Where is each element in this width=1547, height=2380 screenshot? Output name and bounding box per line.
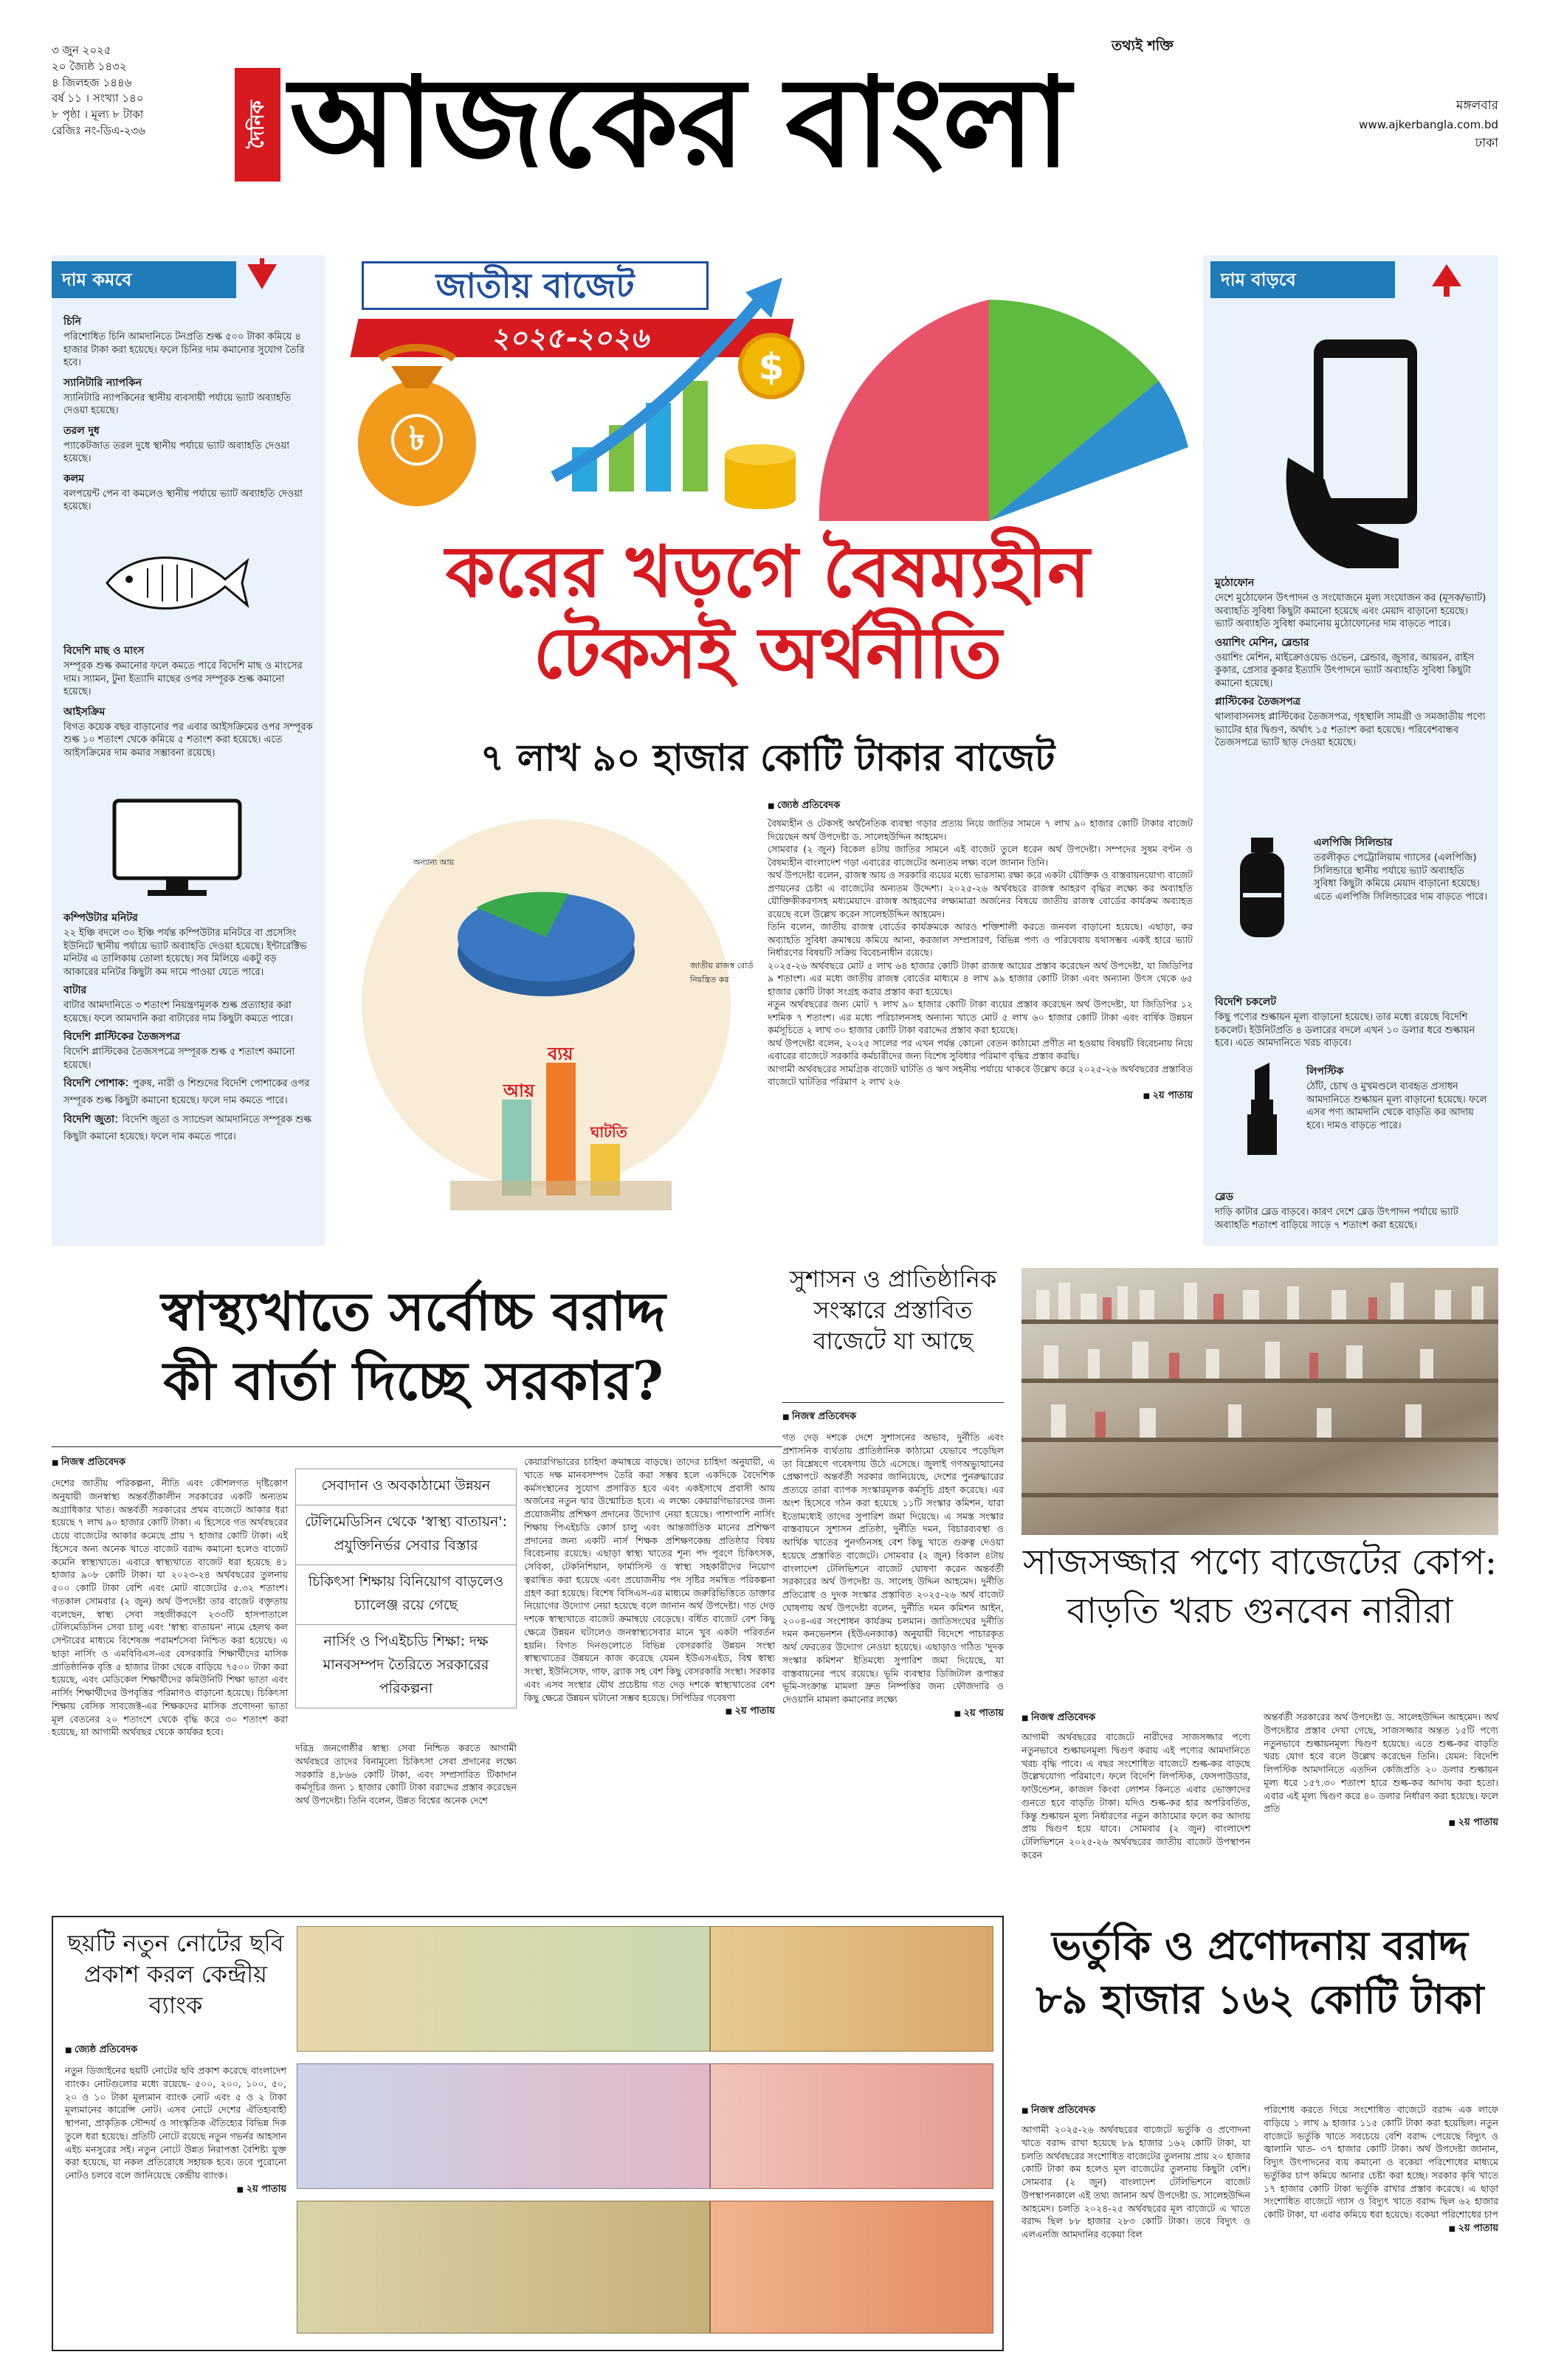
lead-headline-line-2: টেকসই অর্থনীতি bbox=[533, 611, 1002, 695]
item-text: বলপয়েন্ট পেন বা কমলেও স্থানীয় পর্যায়ে ভ্যাট অব্যাহতি দেওয়া হয়েছে। bbox=[63, 488, 303, 513]
price-down-label: দাম কমবে bbox=[52, 261, 236, 298]
item-title: ব্লেড bbox=[1215, 1191, 1233, 1203]
item-title: বিদেশি চকলেট bbox=[1215, 996, 1276, 1008]
item-text: দেশে মুঠোফোন উৎপাদন ও সংযোজনে মূল্য সংযোজন কর (মূসক/ভ্যাট) অব্যাহতি সুবিধা কিছুটা কমানো হয়েছে এবং মেয়াদ বাড়ানো হয়েছে। ভ্যাট অব্যাহতি সুবিধা কমানোয় মুঠোফোনের দাম বাড়তে পারে। bbox=[1215, 593, 1486, 630]
issue-number: বর্ষ ১১ । সংখ্যা ১৪০ bbox=[52, 92, 144, 106]
banknote-gallery bbox=[297, 1926, 993, 2341]
health-highlight: নার্সিং ও পিএইচডি শিক্ষা: দক্ষ মানবসম্পদ তৈরিতে সরকারের পরিকল্পনা bbox=[295, 1624, 517, 1708]
item-title: বিদেশি মাছ ও মাংস bbox=[63, 645, 145, 657]
pie-label-nbr: জাতীয় রাজস্ব বোর্ড নিয়ন্ত্রিত কর bbox=[690, 961, 754, 984]
item-title: বাটার bbox=[63, 984, 87, 997]
notes-article bbox=[65, 2043, 286, 2198]
price-down-list-1 bbox=[63, 313, 314, 514]
health-highlight: টেলিমেডিসিন থেকে 'স্বাস্থ্য বাতায়ন': প্রযুক্তিনির্ভর সেবার বিস্তার bbox=[295, 1505, 517, 1565]
banknote-5 bbox=[710, 2201, 993, 2334]
item-title: বিদেশি জুতা bbox=[63, 1113, 115, 1125]
health-headline-line-1: স্বাস্থ্যখাতে সর্বোচ্চ বরাদ্দ bbox=[161, 1280, 666, 1342]
lead-headline bbox=[347, 531, 1188, 694]
masthead-right bbox=[1321, 96, 1498, 154]
price-up-list-4 bbox=[1306, 1063, 1488, 1132]
item-text: ২২ ইঞ্চি বদলে ৩০ ইঞ্চি পর্যন্ত কম্পিউটার মনিটরে বা প্রসেসিং ইউনিটে স্থানীয় পর্যায়ে ভ্যাট অব্যাহতি দেওয়া হয়েছে। ইন্টারেক্টিভ মনিটর এ তালিকায় তোলা হয়েছে। সব মিলিয়ে একটু বড় আকারের মনিটর কিছুটা কম দামে পাওয়া যেতে পারে। bbox=[63, 928, 307, 978]
slogan: তথ্যই শক্তি bbox=[1112, 38, 1174, 54]
price-item bbox=[1215, 1188, 1488, 1232]
item-text: বিগত কয়েক বছর বাড়ানোর পর এবার আইসক্রিমের ওপর সম্পূরক শুল্ক ১০ শতাংশ থেকে কমিয়ে ৫ শতাংশ করা হয়েছে। এতে আইসক্রিমের দাম কমার সম্ভাবনা রয়েছে। bbox=[63, 721, 313, 759]
page-price: ৮ পৃষ্ঠা । মূল্য ৮ টাকা bbox=[52, 108, 144, 121]
item-title: প্লাস্টিকের তৈজসপত্র bbox=[1215, 696, 1301, 708]
newspaper-name: আজকের বাংলা bbox=[289, 49, 1069, 195]
price-item bbox=[1215, 574, 1488, 631]
health-col-1 bbox=[52, 1455, 288, 1739]
daily-tag bbox=[235, 68, 280, 182]
item-title: আইসক্রিম bbox=[63, 706, 106, 718]
health-byline: ■ নিজস্ব প্রতিবেদক bbox=[52, 1455, 288, 1471]
mobile-phone-icon bbox=[1273, 332, 1443, 576]
price-item bbox=[63, 313, 314, 370]
subsidy-continued-link[interactable]: ■ ২য় পাতায় bbox=[1264, 2221, 1498, 2237]
item-text: ঠোঁট, চোখ ও মুখমণ্ডলে ব্যবহৃত প্রসাধন আমদানিতে শুল্কায়ন মূল্য বাড়ানো হয়েছে। ফলে এসব পণ্য আমদানি থেকে বাড়তি কর আদায় হবে। দামও বাড়তে পারে। bbox=[1306, 1081, 1487, 1131]
notes-headline: ছয়টি নতুন নোটের ছবি প্রকাশ করল কেন্দ্রীয় ব্যাংক bbox=[67, 1929, 284, 2020]
price-item bbox=[63, 982, 314, 1025]
item-text: দাড়ি কাটার ব্লেড বাড়বে। কারণ দেশে ব্লেড উৎপাদন পর্যায়ে ভ্যাট অব্যাহতি শতাংশ বাড়িয়ে সাড়ে ৭ শতাংশ করা হয়েছে। bbox=[1215, 1207, 1458, 1231]
cosmetics-headline: সাজসজ্জার পণ্যে বাজেটের কোপ: বাড়তি খরচ গুনবেন নারীরা bbox=[1022, 1542, 1497, 1632]
lead-paragraph: ২০২৫-২৬ অর্থবছরে মোট ৫ লাখ ৬৪ হাজার কোটি টাকা রাজস্ব আয়ের প্রস্তাব করেছেন অর্থ উপদেষ্টা, যা জিডিপির ৯ শতাংশ। এর মধ্যে জাতীয় রাজস্ব বোর্ডের মাধ্যমে ৪ লাখ ৯৯ হাজার কোটি টাকা এবং অন্যান্য উৎস থেকে ৬৫ হাজার কোটি টাকা সংগ্রহ করার প্রস্তাব করা হয়েছে। bbox=[768, 959, 1193, 997]
price-up-list-2 bbox=[1314, 834, 1488, 903]
item-text: বিদেশি জুতা ও স্যান্ডেল আমদানিতে সম্পূরক শুল্ক কিছুটা কমানো হয়েছে। ফলে দাম কমতে পারে। bbox=[63, 1114, 311, 1142]
governance-byline: ■ নিজস্ব প্রতিবেদক bbox=[782, 1410, 1004, 1425]
item-text: পুরুষ, নারী ও শিশুদের বিদেশি পোশাকের ওপর সম্পূরক শুল্ক কিছুটা কমানো হয়েছে। ফলে দাম কমতে পারে। bbox=[63, 1078, 310, 1107]
item-title: কম্পিউটার মনিটর bbox=[63, 912, 138, 924]
item-title: মুঠোফোন bbox=[1215, 577, 1255, 589]
banknote-100 bbox=[297, 2201, 710, 2334]
health-col3-text: কেয়ারগিভারের চাহিদা ক্রমান্বয়ে বাড়ছে। তাদের চাহিদা অনুযায়ী, এ খাতে দক্ষ মানবসম্পদ তৈরি করা সম্ভব হলে একদিকে বৈদেশিক কর্মসংস্থানের সুযোগ প্রসারিত হবে এবং একইসাথে প্রবাসী আয় অর্জনের নতুন দ্বার উন্মোচিত হবে। এ লক্ষ্যে কেয়ারগিভারদের জন্য প্রয়োজনীয় প্রশিক্ষণ প্রদানের উদ্যোগ নেয়া হয়েছে। পাশাপাশি নার্সিং শিক্ষায় পিএইচডি কোর্স চালু এবং আন্তর্জাতিক মানের প্রশিক্ষণ প্রদানের জন্য একটি নার্স শিক্ষক প্রশিক্ষণকেন্দ্র প্রতিষ্ঠার বিষয় বিবেচনায় রয়েছে। এছাড়া স্বাস্থ্য খাতের শূন্য পদ পূরণে চিকিৎসক, সেবিকা, টেকনিশিয়ান, ফার্মাসিস্ট ও স্বাস্থ্য সহকারীদের নিয়োগ ত্বরান্বিত করা হয়েছে এবং প্রয়োজনীয় পদ সৃষ্টির সমন্বিত পরিকল্পনা গ্রহণ করা হয়েছে। বিশেষ বিসিএস-এর মাধ্যমে জরুরিভিত্তিতে ডাক্তার নিয়োগের উদ্যোগ নেয়া হয়েছে বলে জানান অর্থ উপদেষ্টা। গত দেড় দশকে স্বাস্থ্যখাতে বাজেট ক্রমান্বয়ে বেড়েছে। বর্ধিত বাজেট বেশ কিছু ক্ষেত্রে উন্নয়ন ঘটালেও জনস্বাস্থ্যসেবার মানে খুব একটা পরিবর্তন হয়নি। বিগত দিনগুলোতে বিভিন্ন বেসরকারি উন্নয়ন সংস্থা স্বাস্থ্যখাতের উন্নয়নে কাজ করেছে যেমন ইউএসএইড, বিশ্ব স্বাস্থ্য সংস্থা, ইউনিসেফ, গাফ, ব্র্যাক সহ বেশ কিছু বেসরকারি সংস্থা। সরকার এবং এসব সংস্থার যৌথ প্রচেষ্টায় গত দেড় দশকে স্বাস্থ্যখাতের বেশ কিছু ক্ষেত্রে উন্নয়ন ঘটানো সম্ভব হয়েছে। সিপিডির গবেষণা bbox=[524, 1456, 775, 1703]
cosmetics-col2-text: অন্তর্বর্তী সরকারের অর্থ উপদেষ্টা ড. সালেহউদ্দিন আহমেদ। অর্থ উপদেষ্টার প্রস্তাব দেখা গেছে, সাজসজ্জার অন্তত ১৫টি পণ্যে নতুনভাবে শুল্কায়নমূল্য দ্বিগুণ হয়েছে। এতে শুল্ক-কর বাড়তি খরচ যোগ হবে বলে উল্লেখ করেছেন তিনি। যেমন: বিদেশি লিপস্টিক আমদানিতে এতদিন কেজিপ্রতি ২০ ডলার শুল্কায়ন মূল্য ধরে ১৫৭.৩০ শতাংশ হারে শুল্ক-কর আদায় করা হতো। এবার এই মূল্য দ্বিগুণ করে ৪০ ডলার নির্ধারণ করা হয়েছে। ফলে প্রতি bbox=[1264, 1711, 1498, 1815]
banknote-200 bbox=[297, 2063, 710, 2189]
item-text: সম্পূরক শুল্ক কমানোর ফলে কমতে পারে বিদেশি মাছ ও মাংসের দাম। স্যামন, টুনা ইত্যাদি মাছের ওপর সম্পূরক শুল্ক কমানো হয়েছে। bbox=[63, 660, 303, 698]
lead-headline-line-1: করের খড়গে বৈষম্যহীন bbox=[445, 530, 1090, 613]
item-title: স্যানিটারি ন্যাপকিন bbox=[63, 376, 142, 389]
notes-text: নতুন ডিজাইনের ছয়টি নোটের ছবি প্রকাশ করেছে বাংলাদেশ ব্যাংক। নোটগুলোর মধ্যে রয়েছে- ৫০০, ২০০, ১০০, ৫০, ২০ ও ১০ টাকা মূল্যমান ব্যাংক নোট এবং ৫ ও ২ টাকা মূল্যমানের কারেন্সি নোট। এসব নোটে দেশের ঐতিহ্যবাহী স্থাপনা, প্রাকৃতিক সৌন্দর্য ও সাংস্কৃতিক ঐতিহ্যের বিভিন্ন দিক তুলে ধরা হয়েছে। প্রতিটি নোটে রয়েছে নতুন গভর্নর আহসান এইচ মনসুরের সই। নতুন নোটে উন্নত নিরাপত্তা বৈশিষ্ট্য যুক্ত করা হয়েছে, যা নকল প্রতিরোধে সহায়ক হবে। তবে পুরোনো নোটও চলবে বলে জানিয়েছে কেন্দ্রীয় ব্যাংক। bbox=[65, 2065, 286, 2181]
item-title: বিদেশি প্লাস্টিকের তৈজসপত্র bbox=[63, 1031, 180, 1044]
lead-paragraph: অর্থ উপদেষ্টা বলেন, ২০২৫ সালের পর এখন পর্যন্ত কোনো বেতন কাঠামো প্রণীত না হওয়ায় বিষয়টি বিবেচনায় নিয়ে এবারের বাজেটে সরকারি কর্মচারীদের জন্য বিশেষ সুবিধার পরিমাণ বৃদ্ধির প্রস্তাব করছি। bbox=[768, 1037, 1193, 1061]
subsidy-headline: ভর্তুকি ও প্রণোদনায় বরাদ্দ ৮৯ হাজার ১৬২ কোটি টাকা bbox=[1036, 1922, 1484, 2023]
taka-symbol: ৳ bbox=[391, 414, 443, 466]
item-title: ওয়াশিং মেশিন, ব্লেন্ডার bbox=[1215, 636, 1309, 649]
governance-headline: সুশাসন ও প্রাতিষ্ঠানিক সংস্কারে প্রস্তাবিত বাজেটে যা আছে bbox=[789, 1265, 997, 1356]
shelf-illustration bbox=[1021, 1268, 1498, 1535]
health-headline bbox=[52, 1277, 775, 1415]
cosmetics-col-1 bbox=[1021, 1711, 1250, 1862]
lead-body bbox=[768, 817, 1193, 1089]
bar-label-deficit: ঘাটতি bbox=[590, 1123, 627, 1141]
lead-paragraph: বৈষম্যহীন ও টেকসই অর্থনৈতিক ব্যবস্থা গড়ার প্রত্যয় নিয়ে জাতির সামনে ৭ লাখ ৯০ হাজার কোটি টাকার বাজেট দিয়েছেন অর্থ উপদেষ্টা ড. সালেহউদ্দিন আহমেদ। bbox=[768, 818, 1193, 842]
cosmetics-shop-photo bbox=[1021, 1268, 1498, 1535]
price-down-list-3 bbox=[63, 909, 314, 1143]
price-item bbox=[63, 909, 314, 979]
date-hijri: ৪ জিলহজ ১৪৪৬ bbox=[52, 75, 132, 89]
cosmetics-col-2 bbox=[1264, 1711, 1498, 1831]
website-link[interactable]: www.ajkerbangla.com.bd bbox=[1359, 118, 1498, 132]
bar-label-expense: ব্যয় bbox=[548, 1044, 573, 1064]
item-title: চিনি bbox=[63, 316, 81, 328]
price-down-list-2 bbox=[63, 642, 314, 759]
lead-paragraph: আগামী অর্থবছরের সামগ্রিক বাজেট ঘাটতি ও ঋণ সহনীয় পর্যায়ে থাকবে উল্লেখ করে ২০২৫-২৬ অর্থবছরের প্রস্তাবিত বাজেটে ঘাটতির পরিমাণ ২ লাখ ২৬ bbox=[768, 1063, 1193, 1087]
item-title: কলম bbox=[63, 472, 84, 485]
banknote-10 bbox=[710, 2063, 993, 2189]
cosmetics-continued-link[interactable]: ■ ২য় পাতায় bbox=[1264, 1815, 1498, 1831]
item-text: তরলীকৃত পেট্রোলিয়াম গ্যাসের (এলপিজি) সিলিন্ডারে স্থানীয় পর্যায়ে ভ্যাট অব্যাহতি সুবিধা কিছুটা কমিয়ে মেয়াদ বাড়ানো হয়েছে। এতে এলপিজি সিলিন্ডারের দাম বাড়তে পারে। bbox=[1314, 852, 1488, 903]
price-item bbox=[1215, 693, 1488, 750]
item-text: থালাবাসনসহ প্লাস্টিকের তৈজসপত্র, গৃহস্থালি সামগ্রী ও সমজাতীয় পণ্যে ভ্যাটের হার দ্বিগুণ, অর্থাৎ ১৫ শতাংশ করা হয়েছে। পরিবেশবান্ধব তৈজসপত্রে ভ্যাট ছাড় দেওয়া হয়েছে। bbox=[1215, 711, 1486, 749]
banner-title: জাতীয় বাজেট bbox=[362, 261, 709, 310]
health-highlights bbox=[295, 1469, 517, 1708]
health-col1-text: দেশের জাতীয় পরিকল্পনা, নীতি এবং কৌশলগত দৃষ্টিকোণ অনুযায়ী জনস্বাস্থ্য অন্তর্বর্তীকালীন সরকারের একটি অন্যতম অগ্রাধিকার খাত। অন্তর্বর্তী সরকারের প্রথম বাজেটে আকার ধরা হয়েছে ৭ লাখ ৯০ হাজার কোটি টাকা। এ হিসেবে গত অর্থবছরের চেয়ে বাজেটের আকার কমেছে প্রায় ৭ হাজার কোটি টাকা। এই হিসেবে অন্য অনেক খাতে বাজেট বরাদ্দ কমানো হলেও বাজেট কমেনি স্বাস্থ্যখাতে। এবারে স্বাস্থ্যখাতে বাজেট ধরা হয়েছে ৪১ হাজার ৯০৮ কোটি টাকা। যা ২০২৩-২৪ অর্থবছরের তুলনায় ৫০০ কোটি টাকা বেশি এবং মোট বাজেটের ৫.৩২ শতাংশ। গতকাল সোমবার (২ জুন) অর্থ উপদেষ্টা তার বাজেট বক্তৃতায় বলেছেন, স্বাস্থ্য সেবা সহজীকরণে ২৩৩টি হাসপাতালে টেলিমেডিসিন সেবা চালু এবং 'স্বাস্থ্য বাতায়ন' নামে হেলথ কল সেন্টারের মাধ্যমে বিশেষজ্ঞ পরামর্শসেবা নিশ্চিত করা হয়েছে। এ ছাড়া নার্সিং ও এমবিবিএস-এর বেসরকারি শিক্ষার্থীদের মাসিক প্রাতিষ্ঠানিক বৃত্তি ৫ হাজার টাকা থেকে বাড়িয়ে ৭৫০০ টাকা করা হয়েছে, এবং মেডিকেল শিক্ষার্থীদের কমিউনিটি শিক্ষা ভাতা এবং নার্সিং শিক্ষার্থীদের উপবৃত্তির পরিমাণও বাড়ানো হয়েছে। চিকিৎসা শিক্ষায় বেসিক সাবজেক্ট-এর শিক্ষকদের মাসিক প্রণোদনা ভাতা মূল বেতনের ২০ শতাংশে থেকে বৃদ্ধি করে ৩০ শতাংশ করা হয়েছে, যা আগামী অর্থবছর থেকে কার্যকর হবে। bbox=[52, 1477, 288, 1738]
svg-text:$: $ bbox=[758, 345, 785, 388]
price-item bbox=[1215, 634, 1488, 691]
price-up-header bbox=[1210, 261, 1491, 298]
notes-continued-link[interactable]: ■ ২য় পাতায় bbox=[65, 2182, 286, 2198]
price-item: বিদেশি জুতা: বিদেশি জুতা ও স্যান্ডেল আমদানিতে সম্পূরক শুল্ক কিছুটা কমানো হয়েছে। ফলে দাম কমতে পারে। bbox=[63, 1111, 311, 1142]
lead-byline: ■ জ্যেষ্ঠ প্রতিবেদক bbox=[768, 798, 1193, 814]
health-col-3 bbox=[524, 1455, 775, 1720]
cosmetics-col1-text: আগামী অর্থবছরের বাজেটে নারীদের সাজসজ্জার পণ্যে নতুনভাবে শুল্কায়নমূল্য দ্বিগুণ করায় এই পণ্যের আমদানিতে খরচ বৃদ্ধি পাবে। এ বছর সংশোধিত বাজেটে শুল্ক-কর বাড়ছে উল্লেখযোগ্য পরিমাণে। ফলে বিদেশি লিপস্টিক, ফেসপাউডার, ফাউন্ডেশন, কাজল কিংবা লোশন কিনতে এবার ভোক্তাদের গুনতে হবে বাড়তি টাকা। যদিও শুল্ক-কর হার অপরিবর্তিত, কিন্তু শুল্কায়ন মূল্য নির্ধারণের নতুন কাঠামোর ফলে কর আদায় প্রায় দ্বিগুণ হয়ে যাবে। সোমবার (২ জুন) বাংলাদেশ টেলিভিশনে ২০২৫-২৬ অর্থবছরের জাতীয় বাজেট উপস্থাপন করেন bbox=[1021, 1731, 1250, 1860]
governance-continued-link[interactable]: ■ ২য় পাতায় bbox=[782, 1706, 1004, 1722]
arrow-up-icon bbox=[1432, 264, 1461, 286]
budget-banner bbox=[347, 255, 1188, 521]
price-up-list-5 bbox=[1215, 1188, 1488, 1232]
arrow-down-stem bbox=[260, 258, 264, 269]
item-title: লিপস্টিক bbox=[1306, 1066, 1344, 1077]
cosmetics-byline: ■ নিজস্ব প্রতিবেদক bbox=[1021, 1711, 1250, 1726]
price-item bbox=[1306, 1063, 1488, 1132]
date-english: ৩ জুন ২০২৫ bbox=[52, 44, 111, 57]
item-text: বিদেশি প্লাস্টিকের তৈজসপত্রে সম্পূরক শুল্ক ৫ শতাংশ কমানো হয়েছে। bbox=[63, 1046, 295, 1071]
lead-paragraph: নতুন অর্থবছরের জন্য মোট ৭ লাখ ৯০ হাজার কোটি টাকা ব্যয়ের প্রস্তাব করেছেন অর্থ উপদেষ্টা, যা জিডিপির ১২ দশমিক ৭ শতাংশ। এর মধ্যে পরিচালনসহ অন্যান্য খাতে মোট ৫ লাখ ৬০ হাজার কোটি টাকা এবং বার্ষিক উন্নয়ন কর্মসূচিতে ২ লাখ ৩০ হাজার কোটি টাকা বরাদ্দের প্রস্তাব করা হয়েছে। bbox=[768, 998, 1193, 1035]
gas-cylinder-icon bbox=[1233, 834, 1292, 945]
health-headline-line-2: কী বার্তা দিচ্ছে সরকার? bbox=[163, 1348, 664, 1412]
banner-art bbox=[347, 255, 1188, 521]
city: ঢাকা bbox=[1475, 136, 1498, 151]
price-item: বিদেশি পোশাক: পুরুষ, নারী ও শিশুদের বিদেশি পোশাকের ওপর সম্পূরক শুল্ক কিছুটা কমানো হয়েছে। ফলে দাম কমতে পারে। bbox=[63, 1075, 310, 1107]
price-up-label: দাম বাড়বে bbox=[1210, 261, 1395, 298]
health-rule bbox=[52, 1446, 782, 1447]
lead-paragraph: তিনি বলেন, জাতীয় রাজস্ব বোর্ডের কার্যক্রমকে আরও শক্তিশালী করতে জনবল বাড়ানো হয়েছে। এছাড়া, কর অব্যাহতি সুবিধা ক্রমান্বয়ে কমিয়ে আনা, করজাল সম্প্রসারণ, বিভিন্ন পণ্য ও পরিষেবায় যথাসম্ভব একই হারে ভ্যাট নির্ধারণের বিষয়টি সক্রিয় বিবেচনাধীন রয়েছে। bbox=[768, 921, 1193, 958]
price-item bbox=[63, 422, 314, 466]
dateline-block bbox=[52, 43, 244, 139]
banknote-500 bbox=[297, 1926, 710, 2052]
subsidy-col-1 bbox=[1021, 2103, 1250, 2241]
lead-paragraph: সোমবার (২ জুন) বিকেল ৪টায় জাতির সামনে এই বাজেট তুলে ধরেন অর্থ উপদেষ্টা। সম্পদের সুষম বণ্টন ও বৈষম্যহীন বাংলাদেশ গড়া এবারের বাজেটের অন্যতম লক্ষ্য বলে জানান তিনি। bbox=[768, 844, 1193, 868]
registration: রেজিঃ নং-ডিএ-২৩৬ bbox=[52, 123, 146, 137]
monitor-icon bbox=[111, 797, 244, 900]
health-col2-text: দরিদ্র জনগোষ্ঠীর স্বাস্থ্য সেবা নিশ্চিত করতে আগামী অর্থবছরে তাদের বিনামূল্যে চিকিৎসা সেবা প্রদানের লক্ষ্যে সরকারি ৪,৮৬৬ কোটি টাকা, এবং সম্প্রসারিত টিকাদান কর্মসূচির জন্য ১ হাজার কোটি টাকা বরাদ্দের প্রস্তাব করেছেন অর্থ উপদেষ্টা। তিনি বলেন, উন্নত বিশ্বের অনেক দেশে bbox=[295, 1742, 517, 1806]
price-down-header bbox=[52, 261, 295, 298]
health-highlight: সেবাদান ও অবকাঠামো উন্নয়ন bbox=[295, 1469, 517, 1505]
item-title: এলপিজি সিলিন্ডার bbox=[1314, 837, 1393, 849]
price-item bbox=[63, 642, 314, 699]
arrow-up-stem bbox=[1444, 285, 1450, 297]
item-text: প্যাকেটজাত তরল দুধে স্থানীয় পর্যায়ে ভ্যাট অব্যাহতি দেওয়া হয়েছে। bbox=[63, 440, 290, 465]
item-text: বাটার আমদানিতে ৩ শতাংশ নিয়ন্ত্রণমূলক শুল্ক প্রত্যাহার করা হয়েছে। ফলে আমদানি করা বাটারের দাম কিছুটা কমতে পারে। bbox=[63, 1000, 294, 1024]
bar-label-income: আয় bbox=[503, 1080, 535, 1101]
price-item bbox=[63, 703, 314, 760]
lipstick-icon bbox=[1240, 1063, 1284, 1159]
subsidy-col-2 bbox=[1264, 2103, 1498, 2237]
subsidy-byline: ■ নিজস্ব প্রতিবেদক bbox=[1021, 2103, 1250, 2119]
notes-byline: ■ জ্যেষ্ঠ প্রতিবেদক bbox=[65, 2043, 286, 2058]
item-text: স্যানিটারি ন্যাপকিনের স্থানীয় ব্যবসায়ী পর্যায়ে ভ্যাট অব্যাহতি দেওয়া হয়েছে। bbox=[63, 392, 292, 417]
price-item bbox=[63, 1028, 314, 1072]
banner-year: ২০২৫-২০২৬ bbox=[350, 319, 793, 357]
item-title: বিদেশি পোশাক bbox=[63, 1077, 125, 1090]
fish-icon bbox=[96, 539, 258, 627]
price-item bbox=[63, 470, 314, 514]
governance-text: গত দেড় দশকে দেশে সুশাসনের অভাব, দুর্নীতি এবং প্রশাসনিক ব্যর্থতায় প্রাতিষ্ঠানিক কাঠামো যেভাবে পড়েছিল তা বিশ্লেষণে গবেষণায় উঠে এসেছে। জুলাই গণঅভ্যুত্থানের প্রেক্ষাপটে অন্তর্বর্তী সরকার জানিয়েছে, দেশের পুনরুদ্ধারের প্রত্যয়ে তারা ব্যাপক সংস্কারমূলক কর্মসূচি গ্রহণ করেছে। এর অংশ হিসেবে গঠন করা হয়েছে ১১টি সংস্কার কমিশন, যারা ইতোমধ্যেই তাদের সুপারিশ জমা দিয়েছে। এ সমস্ত সংস্কার বাস্তবায়নে সুশাসন প্রতিষ্ঠা, দুর্নীতি দমন, বিচারব্যবস্থা ও আর্থিক খাতের পুনর্গঠনসহ বেশ কিছু খাতে গুরুত্ব দেওয়া হয়েছে প্রস্তাবিত বাজেটে। সোমবার (২ জুন) বিকাল ৪টায় বাংলাদেশ টেলিভিশনে বাজেট ঘোষণা করেন অন্তর্বর্তী সরকারের অর্থ উপদেষ্টা ড. সালেহ উদ্দিন আহমেদ। দুর্নীতি প্রতিরোধ ও দুদক সংস্কার প্রস্তাবিত ২০২৫-২৬ অর্থ বাজেট ঘোষণায় অর্থ উপদেষ্টা বলেন, দুর্নীতি দমন কমিশন আইন, ২০০৪-এর সংশোধন কার্যক্রম চলমান। জাতিসংঘের দুর্নীতি দমন কনভেনশন (ইউএনক্যাক) অনুযায়ী বিদেশে পাচারকৃত অর্থ ফেরতের উদ্যোগ নেওয়া হয়েছে। এছাড়াও গঠিত 'দুদক সংস্কার কমিশন' ইতিমধ্যে সুপারিশ জমা দিয়েছে, যা বাস্তবায়নের পথে রয়েছে। ভূমি ব্যবস্থার ডিজিটাল রূপান্তর ভূমি-সংক্রান্ত মামলা দ্রুত নিষ্পত্তির জন্য ফৌজদারি ও দেওয়ানি মামলা কমানোর লক্ষ্যে bbox=[782, 1432, 1004, 1705]
health-continued-link[interactable]: ■ ২য় পাতায় bbox=[524, 1704, 775, 1720]
item-text: পরিশোধিত চিনি আমদানিতে টনপ্রতি শুল্ক ৫০০ টাকা কমিয়ে ৪ হাজার টাকা করা হয়েছে। ফলে চিনির দাম কমানোর সুযোগ তৈরি হবে। bbox=[63, 331, 305, 369]
price-up-list-1 bbox=[1215, 574, 1488, 750]
subsidy-col2-text: পরিশোধ করতে গিয়ে সংশোধিত বাজেটে বরাদ্দ এক লাফে বাড়িয়ে ১ লাখ ৯ হাজার ১১৫ কোটি টাকা করা হয়েছিল। নতুন বাজেটে ভর্তুকি খাতে সবচেয়ে বেশি বরাদ্দ পেয়েছে বিদ্যুৎ ও জ্বালানি খাত- ৩৭ হাজার কোটি টাকা। অর্থ উপদেষ্টা জানান, বিদ্যুৎ উৎপাদনের ব্যয় কমানো ও বকেয়া পরিশোধের মাধ্যমে ভর্তুকির চাপ কমিয়ে আনার চেষ্টা করা হচ্ছে। সরকার কৃষি খাতে ১৭ হাজার কোটি টাকা ভর্তুকি রাখার প্রস্তাব করেছে। এ ছাড়া সংশোধিত বাজেটে গ্যাস ও বিদ্যুৎ খাতে বরাদ্দ ছিল ৬২ হাজার কোটি টাকা, যা এবার কমিয়ে ধরা হয়েছে। বকেয়া পরিশোধের চাপ bbox=[1264, 2104, 1498, 2220]
item-text: ওয়াশিং মেশিন, মাইক্রোওয়েভ ওভেন, ব্লেন্ডার, জুসার, আয়রন, রাইস কুকার, প্রেসার কুকার ইত্যাদি উৎপাদনে ভ্যাট অব্যাহতি সুবিধা কিছুটা কমানো হয়েছে। bbox=[1215, 652, 1475, 689]
lead-paragraph: অর্থ উপদেষ্টা বলেন, রাজস্ব আয় ও সরকারি ব্যয়ের মধ্যে ভারসাম্য রক্ষা করে একটা যৌক্তিক ও বাস্তবায়নযোগ্য বাজেট প্রণয়নের চেষ্টা এ বাজেটের অন্যতম উদ্দেশ্য। ২০২৫-২৬ অর্থবছরে রাজস্ব আহরণ বৃদ্ধির লক্ষ্যে কর অব্যাহতি যৌক্তিকীকরণসহ মধ্যমেয়াদে রাজস্ব আহরণের লক্ষ্যমাত্রা অর্জনের বিষয়ে জাতীয় রাজস্ব বোর্ডের কার্যক্রম অব্যাহত রয়েছে বলে উল্লেখ করেন সালেহউদ্দিন আহমেদ। bbox=[768, 869, 1193, 920]
lead-subhead: ৭ লাখ ৯০ হাজার কোটি টাকার বাজেট bbox=[480, 737, 1055, 779]
price-item bbox=[1314, 834, 1488, 903]
pie-label-other-income: অন্যান্য আয় bbox=[413, 858, 455, 867]
daily-tag-text: দৈনিক bbox=[247, 100, 269, 149]
item-text: কিছু পণ্যের শুল্কায়ন মূল্য বাড়ানো হয়েছে। তার মধ্যে রয়েছে বিদেশি চকলেট। ইউনিটপ্রতি ৪ ডলারের বদলে এখন ১০ ডলার ধরে শুল্কায়ন হবে। এতে আমদানিতে খরচ বাড়বে। bbox=[1215, 1012, 1475, 1049]
governance-rule bbox=[782, 1402, 1004, 1403]
health-highlight: চিকিৎসা শিক্ষায় বিনিয়োগ বাড়লেও চ্যালেঞ্জ রয়ে গেছে bbox=[295, 1565, 517, 1624]
lead-infographic bbox=[347, 797, 760, 1240]
governance-article bbox=[782, 1410, 1004, 1722]
price-item bbox=[1215, 993, 1488, 1050]
item-title: তরল দুধ bbox=[63, 424, 100, 437]
lead-article bbox=[768, 798, 1193, 1104]
date-bangla: ২০ জ্যৈষ্ঠ ১৪৩২ bbox=[52, 59, 127, 73]
price-up-list-3 bbox=[1215, 993, 1488, 1050]
banknote-20 bbox=[710, 1926, 993, 2052]
subsidy-col1-text: আগামী ২০২৫-২৬ অর্থবছরের বাজেটে ভর্তুকি ও প্রণোদনা খাতে বরাদ্দ রাখা হয়েছে ৮৯ হাজার ১৬২ কোটি টাকা, যা চলতি অর্থবছরের সংশোধিত বাজেটের তুলনায় প্রায় ২০ হাজার কোটি টাকা কম হলেও মূল বাজেটের তুলনায় কিছুটা বেশি। সোমবার (২ জুন) বাংলাদেশ টেলিভিশনে বাজেট উপস্থাপনকালে এই তথ্য জানান অর্থ উপদেষ্টা ড. সালেহউদ্দিন আহমেদ। চলতি ২০২৪-২৫ অর্থবছরের মূল বাজেটে এ খাতে বরাদ্দ ছিল ৮৮ হাজার ২৮৩ কোটি টাকা। তবে বিদ্যুৎ ও এলএনজি আমদানির বকেয়া বিল bbox=[1021, 2124, 1250, 2240]
price-item bbox=[63, 374, 314, 418]
lead-continued-link[interactable]: ■ ২য় পাতায় bbox=[768, 1089, 1193, 1104]
weekday: মঙ্গলবার bbox=[1455, 98, 1498, 113]
